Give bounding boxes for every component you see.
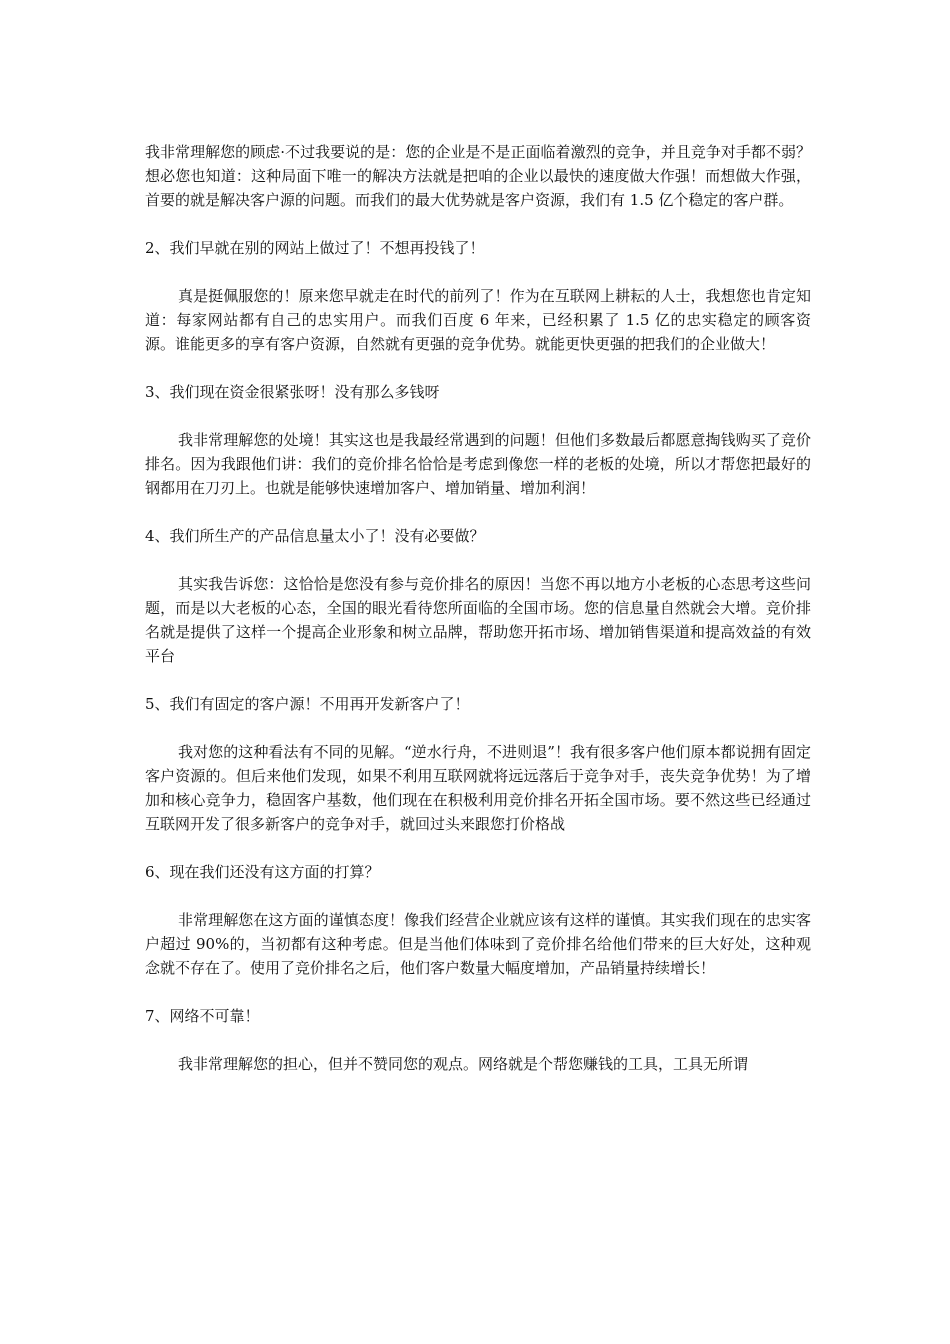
question-heading-5: 5、我们有固定的客户源！不用再开发新客户了！ [145, 695, 470, 713]
question-heading-3: 3、我们现在资金很紧张呀！没有那么多钱呀 [145, 383, 440, 401]
body-paragraph-5: 我对您的这种看法有不同的见解。“逆水行舟，不进则退”！我有很多客户他们原本都说拥有固定客户资源的。但后来他们发现，如果不利用互联网就将远远落后于竞争对手，丧失竞争优势！为了增加和核心竞争力，稳固客户基数，他们现在在积极利用竞价排名开拓全国市场。要不然这些已经通过互联网开发了很多新客户的竞争对手，就回过头来跟您打价格战 [145, 743, 811, 833]
document-page [145, 140, 811, 1100]
body-paragraph-2: 真是挺佩服您的！原来您早就走在时代的前列了！作为在互联网上耕耘的人士，我想您也肯定知道：每家网站都有自己的忠实用户。而我们百度 6 年来，已经积累了 1.5 亿的忠实稳定的顾客资源。谁能更多的享有客户资源，自然就有更强的竞争优势。就能更快更强的把我们的企业做大！ [145, 287, 811, 353]
body-paragraph-4: 其实我告诉您：这恰恰是您没有参与竞价排名的原因！当您不再以地方小老板的心态思考这些问题，而是以大老板的心态，全国的眼光看待您所面临的全国市场。您的信息量自然就会大增。竞价排名就是提供了这样一个提高企业形象和树立品牌，帮助您开拓市场、增加销售渠道和提高效益的有效平台 [145, 575, 811, 665]
question-heading-6: 6、现在我们还没有这方面的打算？ [145, 863, 380, 881]
body-paragraph-6: 非常理解您在这方面的谨慎态度！像我们经营企业就应该有这样的谨慎。其实我们现在的忠实客户超过 90%的，当初都有这种考虑。但是当他们体味到了竞价排名给他们带来的巨大好处，这种观念就不存在了。使用了竞价排名之后，他们客户数量大幅度增加，产品销量持续增长！ [145, 911, 811, 977]
body-paragraph-3: 我非常理解您的处境！其实这也是我最经常遇到的问题！但他们多数最后都愿意掏钱购买了竞价排名。因为我跟他们讲：我们的竞价排名恰恰是考虑到像您一样的老板的处境，所以才帮您把最好的钢都用在刀刃上。也就是能够快速增加客户、增加销量、增加利润！ [145, 431, 811, 497]
body-paragraph-1: 我非常理解您的顾虑·不过我要说的是：您的企业是不是正面临着激烈的竞争，并且竞争对手都不弱？想必您也知道：这种局面下唯一的解决方法就是把咱的企业以最快的速度做大作强！而想做大作强，首要的就是解决客户源的问题。而我们的最大优势就是客户资源，我们有 1.5 亿个稳定的客户群。 [145, 143, 811, 209]
body-paragraph-7: 我非常理解您的担心，但并不赞同您的观点。网络就是个帮您赚钱的工具，工具无所谓 [178, 1055, 749, 1073]
question-heading-2: 2、我们早就在别的网站上做过了！不想再投钱了！ [145, 239, 485, 257]
question-heading-7: 7、网络不可靠！ [145, 1007, 260, 1025]
question-heading-4: 4、我们所生产的产品信息量太小了！没有必要做？ [145, 527, 485, 545]
